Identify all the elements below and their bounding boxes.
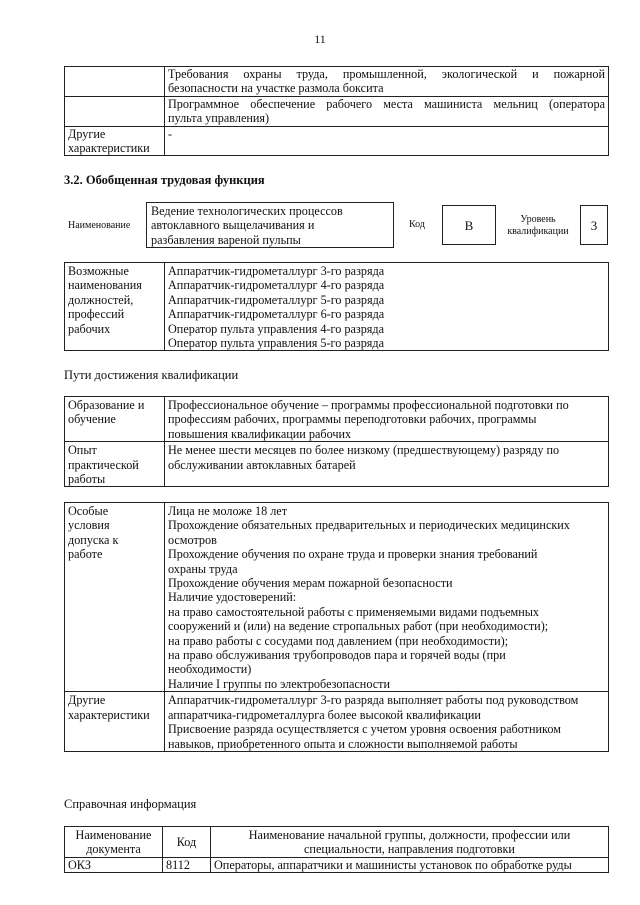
code-value: В (464, 218, 474, 233)
header-code (163, 827, 211, 858)
text-line: сооружений и (или) на ведение стропальных работ (при необходимости); (168, 619, 549, 634)
label-line: должностей, (68, 292, 134, 307)
text-line: аппаратчика-гидрометаллурга более высокой квалификации (168, 707, 481, 722)
other-label-cell (65, 126, 165, 156)
empty-label-cell (65, 67, 165, 97)
label-line: допуска к (68, 532, 119, 547)
header-group (211, 827, 609, 858)
label-line: практической (68, 457, 139, 472)
page-number: 11 (314, 32, 326, 46)
name-label: Наименование (68, 220, 131, 231)
cell-group: Операторы, аппаратчики и машинисты установок по обработке руды (211, 857, 609, 872)
text-line: Прохождение обучения мерам пожарной безопасности (168, 576, 453, 591)
label-line: квалификации (507, 226, 569, 237)
text-line: Прохождение обязательных предварительных и периодических медицинских (168, 518, 570, 533)
level-label (500, 214, 576, 238)
conditions-label-cell (65, 503, 165, 692)
reference-subtitle: Справочная информация (64, 797, 197, 811)
text-line: Ведение технологических процессов (151, 204, 343, 218)
table-row (65, 397, 609, 442)
conditions-value-cell (165, 503, 609, 692)
text-line: охраны труда (168, 561, 238, 576)
text-line: обслуживании автоклавных батарей (168, 457, 356, 472)
label-line: наименования (68, 278, 142, 293)
list-item: Оператор пульта управления 4-го разряда (168, 321, 385, 336)
top-table (64, 66, 609, 156)
level-value: 3 (590, 218, 598, 233)
label-line: Уровень (520, 214, 556, 225)
table-row (65, 503, 609, 692)
label-line: Другие (68, 693, 106, 708)
table-header-row (65, 827, 609, 858)
cell-code: 8112 (163, 857, 211, 872)
table-row (65, 857, 609, 872)
empty-label-cell (65, 96, 165, 126)
label-line: Опыт (68, 443, 97, 458)
list-item: Аппаратчик-гидрометаллург 5-го разряда (168, 292, 385, 307)
header-line: Код (176, 834, 197, 849)
label-line: Другие (68, 126, 106, 141)
education-table (64, 396, 609, 487)
reference-table (64, 826, 609, 873)
header-line: Наименование (75, 828, 152, 842)
text-line: Прохождение обучения по охране труда и проверки знания требований (168, 547, 538, 562)
level-value-box (580, 205, 608, 245)
other-chars-value-cell (165, 692, 609, 752)
label-line: характеристики (68, 141, 150, 156)
text-line: на право обслуживания трубопроводов пара и горячей воды (при (168, 648, 506, 663)
header-line: документа (86, 842, 141, 857)
text-line: Аппаратчик-гидрометаллург 3-го разряда выполняет работы под руководством (168, 693, 579, 708)
cell-document: ОКЗ (65, 857, 163, 872)
label-line: характеристики (68, 707, 150, 722)
label-line: Особые (68, 504, 109, 518)
positions-label-cell (65, 263, 165, 351)
text-line: Лица не моложе 18 лет (168, 504, 288, 518)
text-line: Присвоение разряда осуществляется с учетом уровня освоения работником (168, 722, 561, 737)
text-line: навыков, приобретенного опыта и сложности выполняемой работы (168, 736, 518, 751)
label-line: рабочих (68, 321, 111, 336)
education-value-cell (165, 397, 609, 442)
label-line: работы (68, 472, 106, 487)
text-line: повышения квалификации рабочих (168, 426, 352, 441)
label-line: обучение (68, 412, 116, 427)
text-line: безопасности на участке размола боксита (168, 81, 384, 96)
header-line: Наименование начальной группы, должности, профессии или (248, 828, 571, 842)
label-line: Образование и (68, 398, 145, 412)
table-row (65, 442, 609, 487)
header-line: специальности, направления подготовки (304, 842, 515, 857)
table-row (65, 692, 609, 752)
software-cell (165, 96, 609, 126)
list-item: Аппаратчик-гидрометаллург 6-го разряда (168, 307, 385, 322)
list-item: Оператор пульта управления 5-го разряда (168, 336, 385, 351)
text-line: на право самостоятельной работы с применяемыми видами подъемных (168, 604, 539, 619)
text-line: профессиям рабочих, программы переподготовки рабочих, программы (168, 412, 537, 427)
table-row (65, 67, 609, 97)
code-label: Код (409, 219, 425, 230)
experience-value-cell (165, 442, 609, 487)
table-row (65, 96, 609, 126)
text-line: Требования охраны труда, промышленной, экологической и пожарной (168, 67, 605, 81)
text-line: Программное обеспечение рабочего места машиниста мельниц (оператора (168, 96, 605, 111)
label-line: профессий (68, 307, 125, 322)
label-line: условия (68, 518, 110, 533)
paths-subtitle: Пути достижения квалификации (64, 368, 239, 382)
conditions-table (64, 502, 609, 752)
positions-list-cell (165, 263, 609, 351)
text-line: автоклавного выщелачивания и (151, 218, 315, 233)
text-line: Наличие I группы по электробезопасности (168, 676, 390, 691)
other-chars-label-cell (65, 692, 165, 752)
text-line: Не менее шести месяцев по более низкому (предшествующему) разряду по (168, 443, 560, 458)
requirements-cell (165, 67, 609, 97)
positions-table (64, 262, 609, 351)
text-line: разбавления вареной пульпы (151, 232, 301, 247)
list-item: Аппаратчик-гидрометаллург 3-го разряда (168, 264, 385, 278)
section-heading: 3.2. Обобщенная трудовая функция (64, 173, 265, 187)
function-name-box (146, 202, 394, 248)
table-row (65, 263, 609, 351)
table-row (65, 126, 609, 156)
text-line: Наличие удостоверений: (168, 590, 297, 605)
other-value-cell: - (165, 126, 609, 156)
text-line: Профессиональное обучение – программы профессиональной подготовки по (168, 398, 569, 412)
text-line: осмотров (168, 532, 217, 547)
text-line: пульта управления) (168, 111, 270, 126)
education-label-cell (65, 397, 165, 442)
text-line: необходимости) (168, 662, 252, 677)
label-line: работе (68, 547, 103, 562)
experience-label-cell (65, 442, 165, 487)
header-document (65, 827, 163, 858)
label-line: Возможные (68, 264, 129, 278)
text-line: на право работы с сосудами под давлением (при необходимости); (168, 633, 509, 648)
list-item: Аппаратчик-гидрометаллург 4-го разряда (168, 278, 385, 293)
code-value-box (442, 205, 496, 245)
